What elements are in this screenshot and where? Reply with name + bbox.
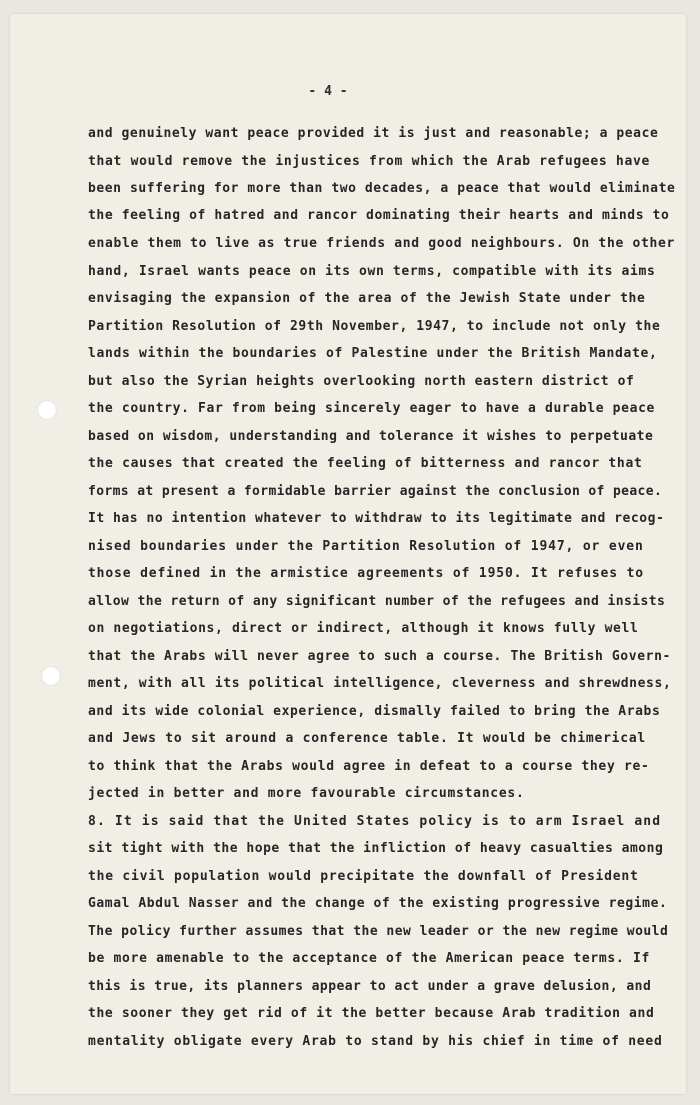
text-line: the civil population would precipitate the downfall of President bbox=[88, 869, 639, 884]
text-line: lands within the boundaries of Palestine under the British Mandate, bbox=[88, 346, 658, 361]
text-line: the country. Far from being sincerely eager to have a durable peace bbox=[88, 401, 655, 416]
text-line: ment, with all its political intelligence, cleverness and shrewdness, bbox=[88, 676, 672, 691]
text-line: forms at present a formidable barrier against the conclusion of peace. bbox=[88, 484, 663, 499]
text-line: the sooner they get rid of it the better because Arab tradition and bbox=[88, 1006, 655, 1021]
text-line: allow the return of any significant number of the refugees and insists bbox=[88, 594, 666, 609]
text-line: nised boundaries under the Partition Resolution of 1947, or even bbox=[88, 539, 644, 554]
text-line: envisaging the expansion of the area of the Jewish State under the bbox=[88, 291, 646, 306]
text-line: but also the Syrian heights overlooking north eastern district of bbox=[88, 374, 635, 389]
text-line: that would remove the injustices from which the Arab refugees have bbox=[88, 154, 650, 169]
text-line: 8. It is said that the United States policy is to arm Israel and bbox=[88, 814, 662, 829]
text-line: The policy further assumes that the new leader or the new regime would bbox=[88, 924, 669, 939]
text-line: Partition Resolution of 29th November, 1947, to include not only the bbox=[88, 319, 661, 334]
text-line: Gamal Abdul Nasser and the change of the existing progressive regime. bbox=[88, 896, 668, 911]
text-line: to think that the Arabs would agree in defeat to a course they re- bbox=[88, 759, 650, 774]
text-line: the feeling of hatred and rancor dominating their hearts and minds to bbox=[88, 208, 670, 223]
page-number: - 4 - bbox=[308, 84, 348, 99]
text-line: hand, Israel wants peace on its own terms, compatible with its aims bbox=[88, 264, 656, 279]
punch-hole-top bbox=[37, 400, 57, 420]
text-line: that the Arabs will never agree to such a course. The British Govern- bbox=[88, 649, 671, 664]
document-page bbox=[10, 14, 686, 1094]
text-line: this is true, its planners appear to act under a grave delusion, and bbox=[88, 979, 652, 994]
text-line: been suffering for more than two decades, a peace that would eliminate bbox=[88, 181, 676, 196]
text-line: mentality obligate every Arab to stand by his chief in time of need bbox=[88, 1034, 663, 1049]
text-line: jected in better and more favourable circumstances. bbox=[88, 786, 525, 801]
text-line: be more amenable to the acceptance of the American peace terms. If bbox=[88, 951, 650, 966]
text-line: and Jews to sit around a conference table. It would be chimerical bbox=[88, 731, 646, 746]
text-line: the causes that created the feeling of bitterness and rancor that bbox=[88, 456, 643, 471]
text-line: enable them to live as true friends and good neighbours. On the other bbox=[88, 236, 675, 251]
text-line: those defined in the armistice agreements of 1950. It refuses to bbox=[88, 566, 644, 581]
text-line: on negotiations, direct or indirect, although it knows fully well bbox=[88, 621, 639, 636]
text-line: based on wisdom, understanding and tolerance it wishes to perpetuate bbox=[88, 429, 654, 444]
text-line: and genuinely want peace provided it is just and reasonable; a peace bbox=[88, 126, 659, 141]
text-line: It has no intention whatever to withdraw to its legitimate and recog- bbox=[88, 511, 665, 526]
text-line: sit tight with the hope that the infliction of heavy casualties among bbox=[88, 841, 664, 856]
text-line: and its wide colonial experience, dismally failed to bring the Arabs bbox=[88, 704, 661, 719]
punch-hole-bottom bbox=[41, 666, 61, 686]
